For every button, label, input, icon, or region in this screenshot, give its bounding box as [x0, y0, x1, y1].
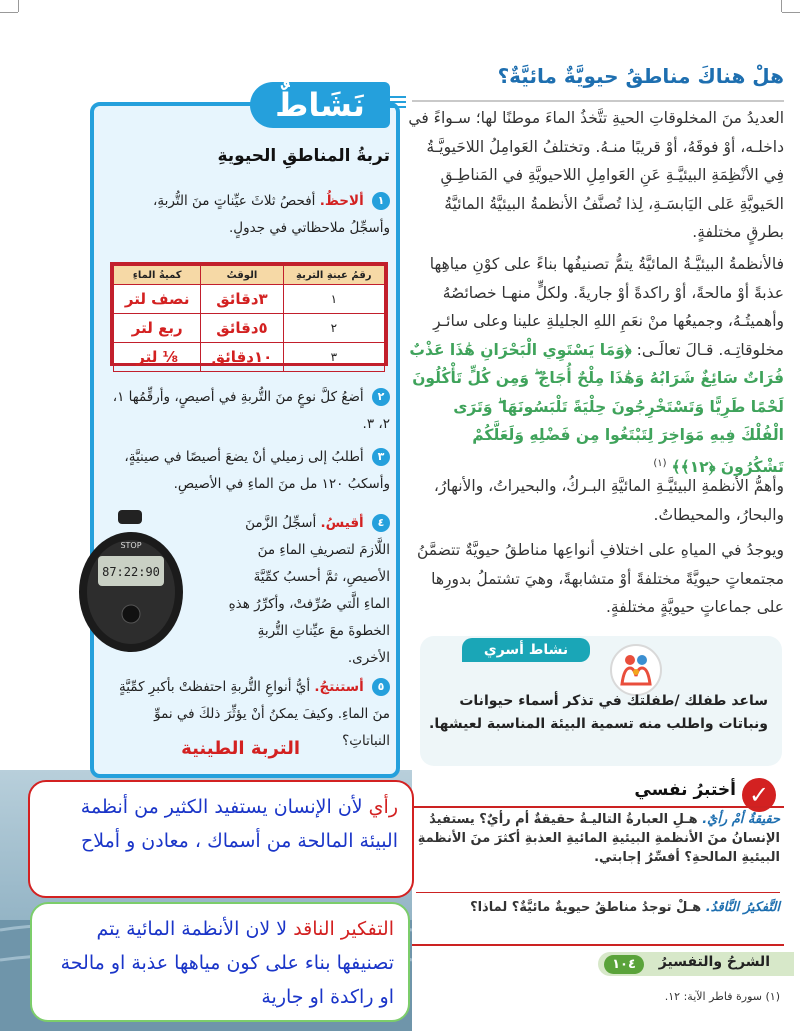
table-cell-time: ٥دقائق — [201, 314, 283, 343]
step-number-icon: ٥ — [372, 678, 390, 696]
table-row — [114, 314, 385, 343]
question-1-heading: حقيقةٌ أمْ رأيٌ. — [702, 812, 780, 827]
footnote: (١) سورة فاطر الآية: ١٢. — [664, 990, 780, 1003]
step-3-text: أطلبُ إلى زميلي أنْ يضعَ أصيصًا في صينيَّةٍ، وأسكبُ ١٢٠ مل منَ الماءِ في الأصيصِ. — [124, 449, 390, 492]
critical-thinking-label: التفكير الناقد — [293, 918, 394, 940]
footnote-mark: (١) — [653, 457, 667, 469]
table-cell-amount: نصف لتر — [114, 285, 201, 314]
page-number: ١٠٤ — [604, 955, 644, 974]
footer-label: الشرحُ والتفسيرُ — [658, 954, 770, 970]
step-1 — [110, 188, 390, 242]
step-1-keyword: ألاحظُ. — [319, 193, 364, 209]
paragraph-classification — [408, 250, 784, 481]
family-activity-text: ساعد طفلك /طفلتك في تذكر أسماء حيوانات ونباتات واطلب منه تسمية البيئة المناسبة لعيشها. — [429, 693, 768, 732]
step-2 — [110, 384, 390, 438]
table-cell-index: ٢ — [283, 314, 384, 343]
handwritten-answer: التربة الطينية — [181, 738, 300, 759]
selftest-question-1 — [416, 810, 780, 867]
step-4-keyword: أقيسُ. — [320, 515, 364, 531]
opinion-answer-box — [28, 780, 414, 898]
table-cell-amount: ربع لتر — [114, 314, 201, 343]
question-2-heading: التَّفكيرُ النَّاقدُ. — [705, 900, 780, 915]
paragraph-zones: ويوجدُ في المياهِ على اختلافِ أنواعِها مناطقُ حيويَّةٌ تتضمَّنُ مجتمعاتٍ حيويَّةً مختلفةً أوْ متشابهةً، وهيَ تشتملُ بدورِها على جماعاتٍ حيويَّةٍ مختلفةٍ. — [416, 541, 784, 616]
critical-thinking-answer-box — [30, 902, 410, 1022]
selftest-question-2 — [416, 898, 780, 917]
crop-mark — [782, 12, 800, 13]
crop-mark — [781, 0, 782, 12]
table-row — [114, 343, 385, 372]
step-number-icon: ١ — [372, 192, 390, 210]
table-cell-index: ١ — [283, 285, 384, 314]
table-cell-time: ٣دقائق — [201, 285, 283, 314]
opinion-label: رأي — [368, 796, 398, 818]
table-cell-amount: ⅛ لتر — [114, 343, 201, 372]
step-4 — [226, 510, 390, 672]
step-2-text: أضعُ كلَّ نوعٍ منَ التُّربةِ في أصيصٍ، وأرقِّمُها ١، ٢، ٣. — [112, 389, 390, 432]
activity-banner: نَشَاطٌ — [250, 82, 390, 128]
table-header: الوقتُ — [201, 266, 283, 285]
crop-mark — [18, 0, 19, 12]
paragraph-types: وأهمُّ الأنظمةِ البيئيَّـةِ المائيَّةِ البـركُ، والبحيراتُ، والأنهارُ، والبحارُ، والمحيطاتُ. — [433, 477, 784, 524]
quran-verse: ﴿وَمَا يَسْتَوِي الْبَحْرَانِ هَٰذَا عَذْبٌ فُرَاتٌ سَائِغٌ شَرَابُهُ وَهَٰذَا مِلْحٌ أُجَاجٌ ۖ وَمِن كُلٍّ تَأْكُلُونَ لَحْمًا طَرِيًّا وَتَسْتَخْرِجُونَ حِلْيَةً تَلْبَسُونَهَا ۖ وَتَرَى الْفُلْكَ فِيهِ مَوَاخِرَ لِتَبْتَغُوا مِن فَضْلِهِ وَلَعَلَّكُمْ تَشْكُرُونَ ﴿١٢﴾﴾ — [409, 340, 784, 476]
paragraph-classification-text: فالأنظمةُ البيئيَّـةُ المائيَّةُ يتمُّ تصنيفُها بناءً على كوْنِ مياهِها عذبةً أوْ مالحةً، أوْ راكدةً أوْ جاريةً. ولكلٍّ منهـا خصائصُهُ وأهميتُـهُ، وجميعُها منْ نعَمِ اللهِ الجليلةِ علينا وعلى سائـرِ مخلوقاتِـه. قـالَ تعالَـى: — [429, 255, 784, 359]
table-cell-index: ٣ — [283, 343, 384, 372]
family-icon — [610, 644, 662, 696]
step-1-text: أفحصُ ثلاثَ عيِّناتٍ منَ التُّربةِ، وأسجِّلُ ملاحظاتي في جدولٍ. — [152, 193, 390, 236]
activity-title: تربةُ المناطقِ الحيويةِ — [217, 146, 390, 166]
question-divider — [416, 892, 780, 893]
step-number-icon: ٤ — [372, 514, 390, 532]
step-number-icon: ٣ — [372, 448, 390, 466]
soil-table — [110, 262, 388, 366]
stopwatch-display: 87:22:90 — [102, 565, 160, 579]
crop-mark — [0, 12, 18, 13]
family-activity-tab: نشاط أسري — [462, 638, 590, 662]
critical-thinking-answer-text: لا لان الأنظمة المائية يتم تصنيفها بناء على كون مياهها عذبة او مالحة او راكدة او جارية — [60, 918, 394, 1008]
question-1-text: هـلِ العبارةُ التاليـةُ حقيقةٌ أم رأيٌ؟ يستفيدُ الإنسانُ منَ الأنظمةِ البيئيةِ المائيةِ العذبةِ أكثرَ منَ الأنظمةِ البيئيةِ المالحةِ؟ أفسِّرُ إجابتي. — [417, 812, 780, 865]
checkmark-icon: ✓ — [742, 778, 776, 812]
step-number-icon: ٢ — [372, 388, 390, 406]
table-row — [114, 285, 385, 314]
stopwatch-image — [76, 510, 186, 656]
opinion-answer-text: لأن الإنسان يستفيد الكثير من أنظمة البيئة المالحة من أسماك ، معادن و أملاح — [80, 796, 398, 852]
step-3 — [110, 444, 390, 498]
step-5-keyword: أستنتجُ. — [314, 679, 364, 695]
table-header: رقمُ عينةِ التربةِ — [283, 266, 384, 285]
selftest-title: أختبرُ نفسي — [634, 780, 736, 800]
question-2-text: هـلْ توجدُ مناطقُ حيويةٌ مائيَّةٌ؟ لماذا؟ — [470, 900, 702, 915]
table-cell-time: ١٠دقائق — [201, 343, 283, 372]
paragraph-intro: العديدُ منَ المخلوقاتِ الحيةِ تتَّخذُ الماءَ موطنًا لها؛ سـواءً في داخلـه، أوْ فوقَهُ، أوْ قريبًا منـهُ. وتختلفُ العَوامِلُ اللاحَيويَّـةُ فِي الأنْظِمَةِ البيئيَّـةِ عَنِ العَوامِلِ اللاحيويَّةِ في المَناطِـقِ الحَيويَّةِ عَلى اليَابسَـةِ، لِذا تُصنَّفُ الأنظمةُ البيئيَّةُ المائيَّةُ بطرقٍ مختلفةٍ. — [408, 109, 784, 241]
step-5-text: أيُّ أنواعِ التُّربةِ احتفظتْ بأكبرِ كمِّيَّةٍ منَ الماءِ. وكيفَ يمكنُ أنْ يؤثِّرَ ذلكَ في نموِّ النباتاتِ؟ — [118, 679, 390, 749]
title-rule — [412, 100, 784, 102]
section-title: هلْ هناكَ مناطقُ حيويَّةٌ مائيَّةٌ؟ — [497, 64, 784, 88]
stopwatch-brand: STOP — [120, 541, 142, 550]
step-4-text: أسجِّلُ الزَّمنَ اللَّازمَ لتصريفِ الماءِ منَ الأصيصِ، ثمَّ أحسبُ كمِّيَّةَ الماءِ الَّتي صُرِّفتْ، وأكرِّرُ هذهِ الخطوةَ معَ عيِّناتِ التُّربةِ الأخرى. — [228, 515, 390, 666]
table-header: كميةُ الماءِ — [114, 266, 201, 285]
